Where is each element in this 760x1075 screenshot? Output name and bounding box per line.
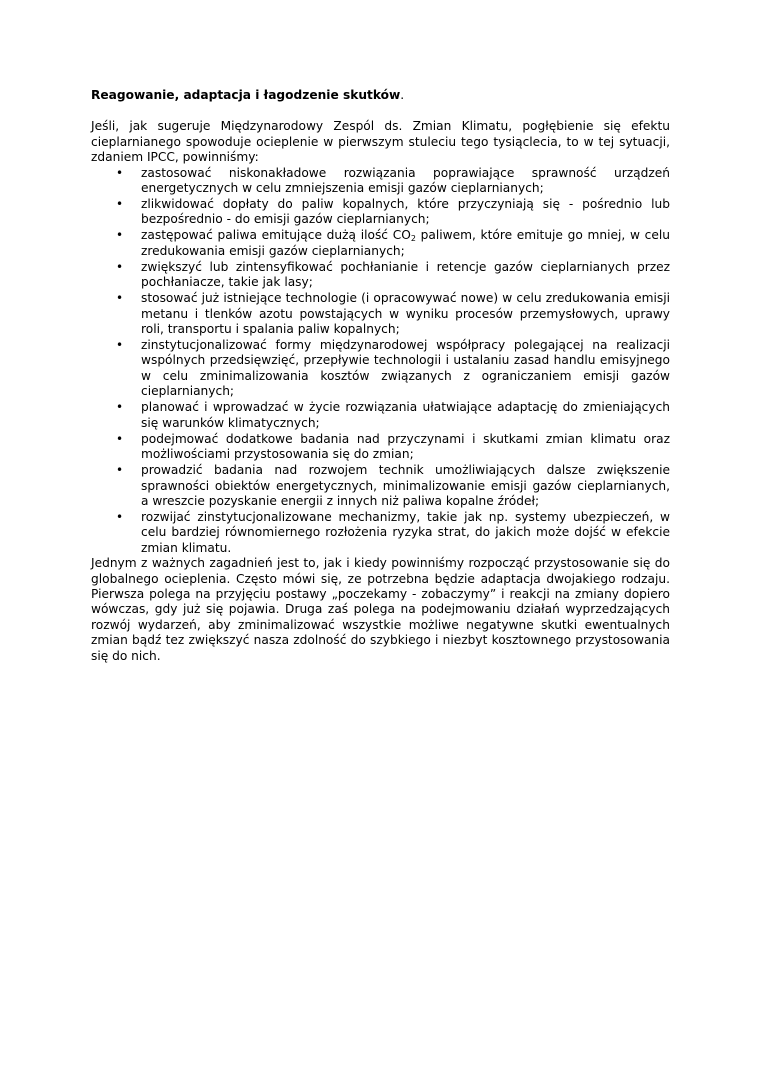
bullet-icon: •: [116, 338, 124, 353]
list-item-text: zwiększyć lub zintensyfikować pochłanianie i retencje gazów cieplarnianych przez pochłaniacze, takie jak lasy;: [141, 259, 670, 290]
co2-subscript: 2: [410, 234, 416, 244]
list-item-text: rozwijać zinstytucjonalizowane mechanizmy, takie jak np. systemy ubezpieczeń, w celu bardziej równomiernego rozłożenia ryzyka strat, do jakich może dojść w efekcie zmian klimatu.: [141, 509, 670, 555]
list-item: [116, 165, 670, 197]
bullet-icon: •: [116, 431, 124, 446]
list-item-text-after: paliwem, które emituje go mniej, w celu zredukowania emisji gazów cieplarnianych;: [141, 228, 670, 258]
document-page: [91, 88, 670, 664]
list-item-text-before: zastępować paliwa emitujące dużą ilość CO: [141, 228, 411, 243]
list-item: [116, 431, 670, 463]
intro-paragraph: Jeśli, jak sugeruje Międzynarodowy Zespól ds. Zmian Klimatu, pogłębienie się efektu cieplarnianego spowoduje ocieplenie w pierwszym stuleciu tego tysiąclecia, to w tej sytuacji, zdaniem IPCC, powinniśmy:: [91, 119, 670, 165]
list-item-text: zastosować niskonakładowe rozwiązania poprawiające sprawność urządzeń energetycznych w celu zmniejszenia emisji gazów cieplarnianych;: [141, 165, 670, 196]
list-item: [116, 228, 670, 259]
bullet-icon: •: [116, 165, 124, 180]
closing-paragraph: Jednym z ważnych zagadnień jest to, jak i kiedy powinniśmy rozpocząć przystosowanie się do globalnego ocieplenia. Często mówi się, ze potrzebna będzie adaptacja dwojakiego rodzaju. Pierwsza polega na przyjęciu postawy „poczekamy - zobaczymy” i reakcji na zmiany dopiero wówczas, gdy już się pojawia. Druga zaś polega na podejmowaniu działań wyprzedzających rozwój wydarzeń, aby zminimalizować wszystkie możliwe negatywne skutki ewentualnych zmian bądź tez zwiększyć nasza zdolność do szybkiego i niezbyt kosztownego przystosowania się do nich.: [91, 556, 670, 663]
list-item-text: zlikwidować dopłaty do paliw kopalnych, które przyczyniają się - pośrednio lub bezpośrednio - do emisji gazów cieplarnianych;: [141, 197, 670, 227]
section-title-period: .: [400, 88, 405, 102]
bullet-icon: •: [116, 509, 124, 524]
list-item-text: prowadzić badania nad rozwojem technik umożliwiających dalsze zwiększenie sprawności obiektów energetycznych, minimalizowanie emisji gazów cieplarnianych, a wreszcie pozyskanie energii z innych niż paliwa kopalne źródeł;: [141, 463, 670, 508]
list-item: [116, 338, 670, 400]
list-item: [116, 291, 670, 337]
bullet-icon: •: [116, 463, 124, 478]
section-title-bold: Reagowanie, adaptacja i łagodzenie skutków: [91, 88, 401, 102]
bullet-icon: •: [116, 259, 124, 274]
bullet-icon: •: [116, 228, 124, 243]
list-item-text: podejmować dodatkowe badania nad przyczynami i skutkami zmian klimatu oraz możliwościami przystosowania się do zmian;: [141, 431, 670, 462]
list-item: [116, 197, 670, 228]
bullet-icon: •: [116, 291, 124, 306]
section-title: [91, 88, 670, 103]
list-item-text: planować i wprowadzać w życie rozwiązania ułatwiające adaptację do zmieniających się warunków klimatycznych;: [141, 400, 670, 430]
recommendations-list: [91, 166, 670, 557]
list-item: [116, 400, 670, 431]
list-item: [116, 463, 670, 509]
list-item-text: zinstytucjonalizować formy międzynarodowej współpracy polegającej na realizacji wspólnych przedsięwzięć, przepływie technologii i ustalaniu zasad handlu emisyjnego w celu zminimalizowania kosztów związanych z ograniczaniem emisji gazów cieplarnianych;: [141, 338, 670, 399]
bullet-icon: •: [116, 400, 124, 415]
list-item-text: stosować już istniejące technologie (i opracowywać nowe) w celu zredukowania emisji metanu i tlenków azotu powstających w wyniku procesów przemysłowych, uprawy roli, transportu i spalania paliw kopalnych;: [141, 291, 670, 337]
bullet-icon: •: [116, 197, 124, 212]
list-item: [116, 259, 670, 291]
list-item: [116, 509, 670, 556]
